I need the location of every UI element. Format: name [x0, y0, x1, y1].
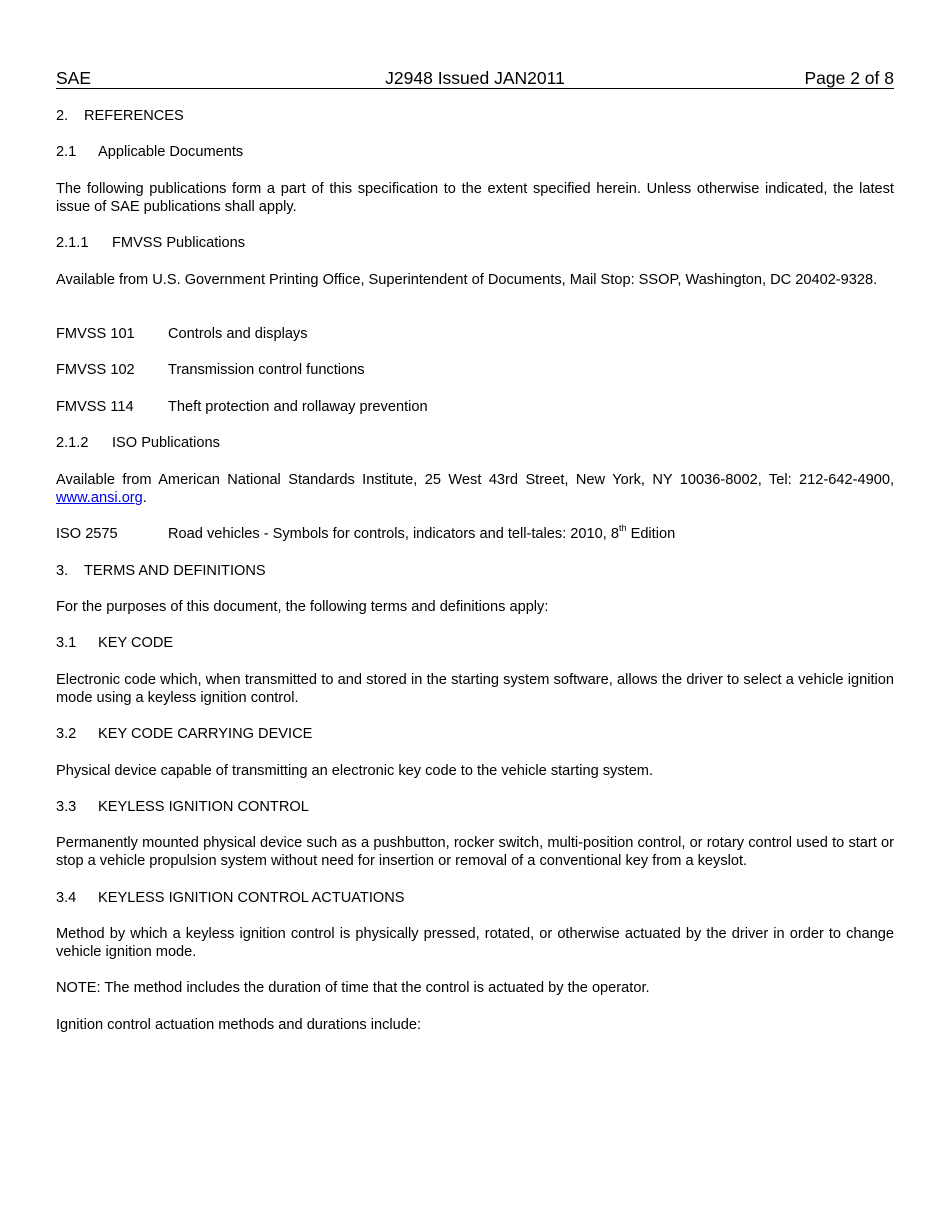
section-number: 2. — [56, 108, 69, 124]
section-title: KEYLESS IGNITION CONTROL ACTUATIONS — [98, 890, 405, 906]
section-title: FMVSS Publications — [112, 235, 246, 251]
section-title: KEY CODE CARRYING DEVICE — [98, 726, 313, 742]
reference-code: FMVSS 114 — [56, 399, 134, 415]
reference-title: Theft protection and rollaway prevention — [168, 399, 428, 415]
reference-code: FMVSS 101 — [56, 326, 135, 342]
edition-superscript: th — [619, 523, 627, 534]
section-number: 3.4 — [56, 890, 77, 906]
paragraph-key-code-definition: Electronic code which, when transmitted to and stored in the starting system software, allows the driver to select a vehicle ignition mode using a keyless ignition control. — [56, 672, 894, 706]
section-number: 2.1.1 — [56, 235, 89, 251]
header-organization: SAE — [56, 68, 92, 88]
heading-keyless-ignition-control — [56, 798, 894, 816]
section-title: KEYLESS IGNITION CONTROL — [98, 799, 309, 815]
heading-references — [56, 107, 894, 125]
section-number: 3.3 — [56, 799, 77, 815]
heading-keyless-ignition-control-actuations — [56, 889, 894, 907]
paragraph-actuations-definition: Method by which a keyless ignition control is physically pressed, rotated, or otherwise actuated by the driver in order to change vehicle ignition mode. — [56, 926, 894, 960]
reference-title-suffix: Edition — [626, 526, 676, 542]
reference-fmvss-102 — [56, 361, 894, 379]
reference-code: FMVSS 102 — [56, 362, 135, 378]
section-number: 3.2 — [56, 726, 77, 742]
heading-applicable-documents — [56, 143, 894, 161]
paragraph-terms-intro: For the purposes of this document, the following terms and definitions apply: — [56, 599, 549, 615]
reference-title: Controls and displays — [168, 326, 308, 342]
reference-code: ISO 2575 — [56, 526, 118, 542]
paragraph-fmvss-availability: Available from U.S. Government Printing Office, Superintendent of Documents, Mail Stop: SSOP, Washington, DC 20402-9328. — [56, 272, 878, 288]
header-document-id: J2948 Issued JAN2011 — [385, 68, 565, 88]
paragraph-keyless-ignition-control-definition: Permanently mounted physical device such as a pushbutton, rocker switch, multi-position control, or rotary control used to start or stop a vehicle propulsion system without need for insertion or removal of a conventional key from a keyslot. — [56, 835, 894, 869]
iso-availability-text: Available from American National Standards Institute, 25 West 43rd Street, New York, NY 10036-8002, Tel: 212-642-4900, — [56, 472, 894, 488]
paragraph-note: NOTE: The method includes the duration of time that the control is actuated by the operator. — [56, 980, 650, 996]
section-title: Applicable Documents — [98, 144, 244, 160]
paragraph-iso-availability — [56, 471, 894, 507]
iso-availability-end: . — [142, 490, 147, 506]
heading-terms-and-definitions — [56, 562, 894, 580]
section-title: ISO Publications — [112, 435, 220, 451]
section-number: 2.1 — [56, 144, 77, 160]
reference-fmvss-101 — [56, 325, 894, 343]
reference-fmvss-114 — [56, 398, 894, 416]
heading-key-code-carrying-device — [56, 725, 894, 743]
section-title: TERMS AND DEFINITIONS — [84, 563, 266, 579]
paragraph-actuation-methods-intro: Ignition control actuation methods and durations include: — [56, 1017, 422, 1033]
reference-title: Road vehicles - Symbols for controls, indicators and tell-tales: 2010, 8 — [168, 526, 620, 542]
heading-iso-publications — [56, 434, 894, 452]
page-header — [56, 68, 894, 89]
ansi-website-link[interactable]: www.ansi.org — [56, 490, 143, 506]
heading-fmvss-publications — [56, 234, 894, 252]
section-title: REFERENCES — [84, 108, 184, 124]
section-title: KEY CODE — [98, 635, 174, 651]
section-number: 3. — [56, 563, 69, 579]
paragraph-key-code-carrying-device-definition: Physical device capable of transmitting an electronic key code to the vehicle starting system. — [56, 763, 654, 779]
heading-key-code — [56, 634, 894, 652]
header-page-number: Page 2 of 8 — [804, 68, 894, 88]
reference-iso-2575 — [56, 525, 894, 543]
section-number: 2.1.2 — [56, 435, 89, 451]
reference-title: Transmission control functions — [168, 362, 365, 378]
section-number: 3.1 — [56, 635, 77, 651]
paragraph-intro: The following publications form a part of this specification to the extent specified herein. Unless otherwise indicated, the latest issue of SAE publications shall apply. — [56, 181, 894, 215]
